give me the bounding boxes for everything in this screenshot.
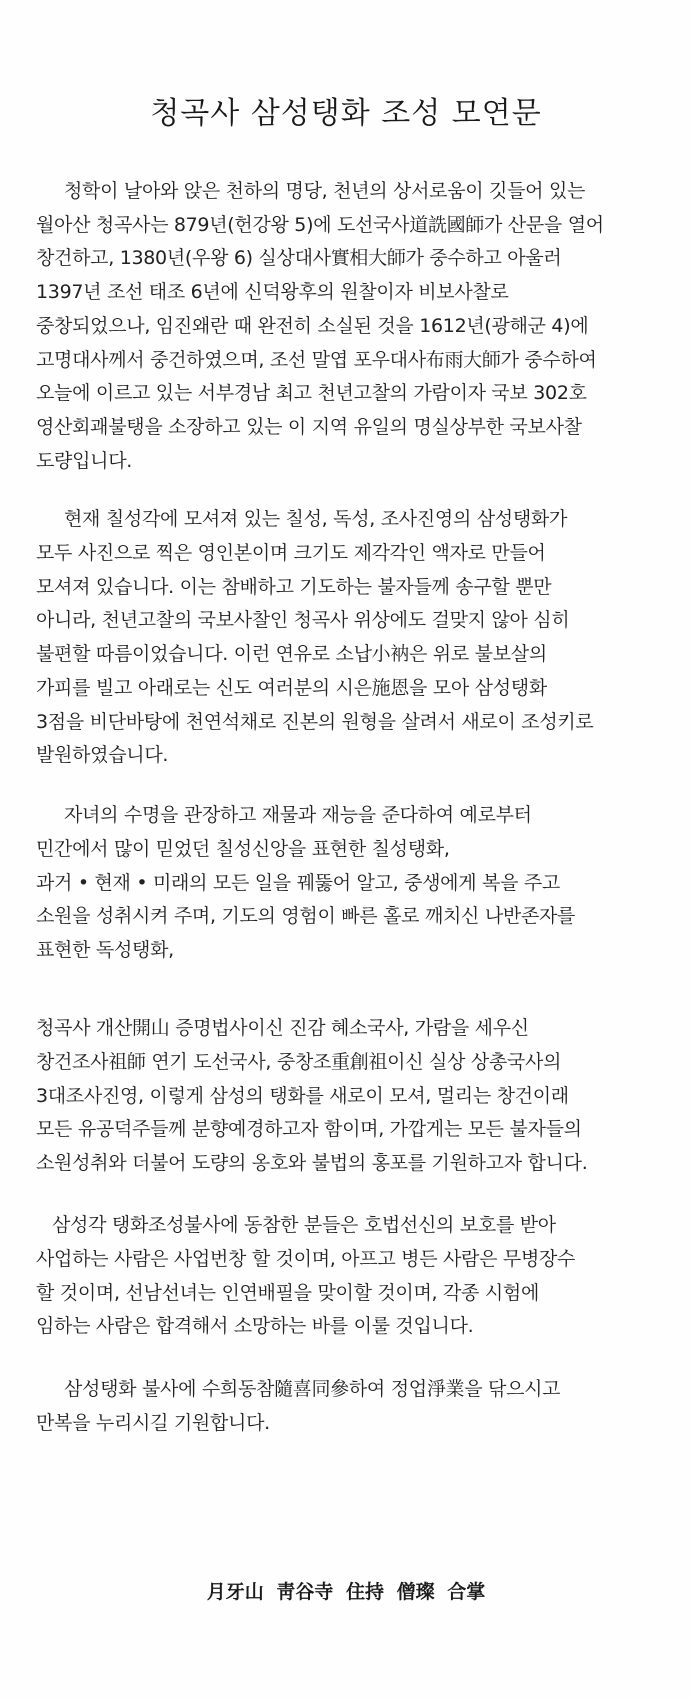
paragraph-3-line-5: 표현한 독성탱화, [36,939,174,961]
paragraph-1-line-2: 월아산 청곡사는 879년(헌강왕 5)에 도선국사道詵國師가 산문을 열어 [36,214,604,236]
paragraph-2-line-5: 불편할 따름이었습니다. 이런 연유로 소납小衲은 위로 불보살의 [36,643,547,665]
paragraph-3-line-3: 과거 • 현재 • 미래의 모든 일을 꿰뚫어 알고, 중생에게 복을 주고 [36,872,560,894]
paragraph-1-line-7: 오늘에 이르고 있는 서부경남 최고 천년고찰의 가람이자 국보 302호 [36,382,587,404]
paragraph-5-line-1: 삼성각 탱화조성불사에 동참한 분들은 호법선신의 보호를 받아 [52,1214,556,1236]
paragraph-3-line-1: 자녀의 수명을 관장하고 재물과 재능을 준다하여 예로부터 [64,804,532,826]
signature: 月牙山 靑谷寺 住持 僧璨 合掌 [206,1581,486,1603]
paragraph-2-line-7: 3점을 비단바탕에 천연석채로 진본의 원형을 살려서 새로이 조성키로 [36,711,594,733]
paragraph-5-line-4: 임하는 사람은 합격해서 소망하는 바를 이룰 것입니다. [36,1315,474,1337]
paragraph-4-line-3: 3대조사진영, 이렇게 삼성의 탱화를 새로이 모셔, 멀리는 창건이래 [36,1085,569,1107]
document-title: 청곡사 삼성탱화 조성 모연문 [150,96,542,131]
paragraph-2-line-2: 모두 사진으로 찍은 영인본이며 크기도 제각각인 액자로 만들어 [36,542,546,564]
paragraph-6-line-1: 삼성탱화 불사에 수희동참隨喜同參하여 정업淨業을 닦으시고 [64,1378,561,1400]
paragraph-6-line-2: 만복을 누리시길 기원합니다. [36,1412,270,1434]
paragraph-3-line-4: 소원을 성취시켜 주며, 기도의 영험이 빠른 홀로 깨치신 나반존자를 [36,905,576,927]
paragraph-2-line-4: 아니라, 천년고찰의 국보사찰인 청곡사 위상에도 걸맞지 않아 심히 [36,609,570,631]
paragraph-2-line-8: 발원하였습니다. [36,744,169,766]
paragraph-4-line-1: 청곡사 개산開山 증명법사이신 진감 혜소국사, 가람을 세우신 [36,1017,529,1039]
paragraph-3-line-2: 민간에서 많이 믿었던 칠성신앙을 표현한 칠성탱화, [36,838,450,860]
paragraph-1-line-9: 도량입니다. [36,450,133,472]
paragraph-1-line-6: 고명대사께서 중건하였으며, 조선 말엽 포우대사布雨大師가 중수하여 [36,349,597,371]
paragraph-5-line-2: 사업하는 사람은 사업번창 할 것이며, 아프고 병든 사람은 무병장수 [36,1248,576,1270]
paragraph-4-line-5: 소원성취와 더불어 도량의 옹호와 불법의 홍포를 기원하고자 합니다. [36,1152,588,1174]
paragraph-2-line-3: 모셔져 있습니다. 이는 참배하고 기도하는 불자들께 송구할 뿐만 [36,576,552,598]
paragraph-2-line-1: 현재 칠성각에 모셔져 있는 칠성, 독성, 조사진영의 삼성탱화가 [64,508,568,530]
paragraph-2-line-6: 가피를 빌고 아래로는 신도 여러분의 시은施恩을 모아 삼성탱화 [36,677,547,699]
paragraph-1-line-5: 중창되었으나, 임진왜란 때 완전히 소실된 것을 1612년(광해군 4)에 [36,315,589,337]
paragraph-5-line-3: 할 것이며, 선남선녀는 인연배필을 맞이할 것이며, 각종 시험에 [36,1282,540,1304]
paragraph-1-line-8: 영산회괘불탱을 소장하고 있는 이 지역 유일의 명실상부한 국보사찰 [36,416,582,438]
paragraph-4-line-4: 모든 유공덕주들께 분향예경하고자 함이며, 가깝게는 모든 불자들의 [36,1118,582,1140]
paragraph-1-line-1: 청학이 날아와 앉은 천하의 명당, 천년의 상서로움이 깃들어 있는 [64,180,586,202]
paragraph-4-line-2: 창건조사祖師 연기 도선국사, 중창조重創祖이신 실상 상총국사의 [36,1051,562,1073]
paragraph-1-line-3: 창건하고, 1380년(우왕 6) 실상대사實相大師가 중수하고 아울러 [36,247,562,269]
paragraph-1-line-4: 1397년 조선 태조 6년에 신덕왕후의 원찰이자 비보사찰로 [36,281,509,303]
